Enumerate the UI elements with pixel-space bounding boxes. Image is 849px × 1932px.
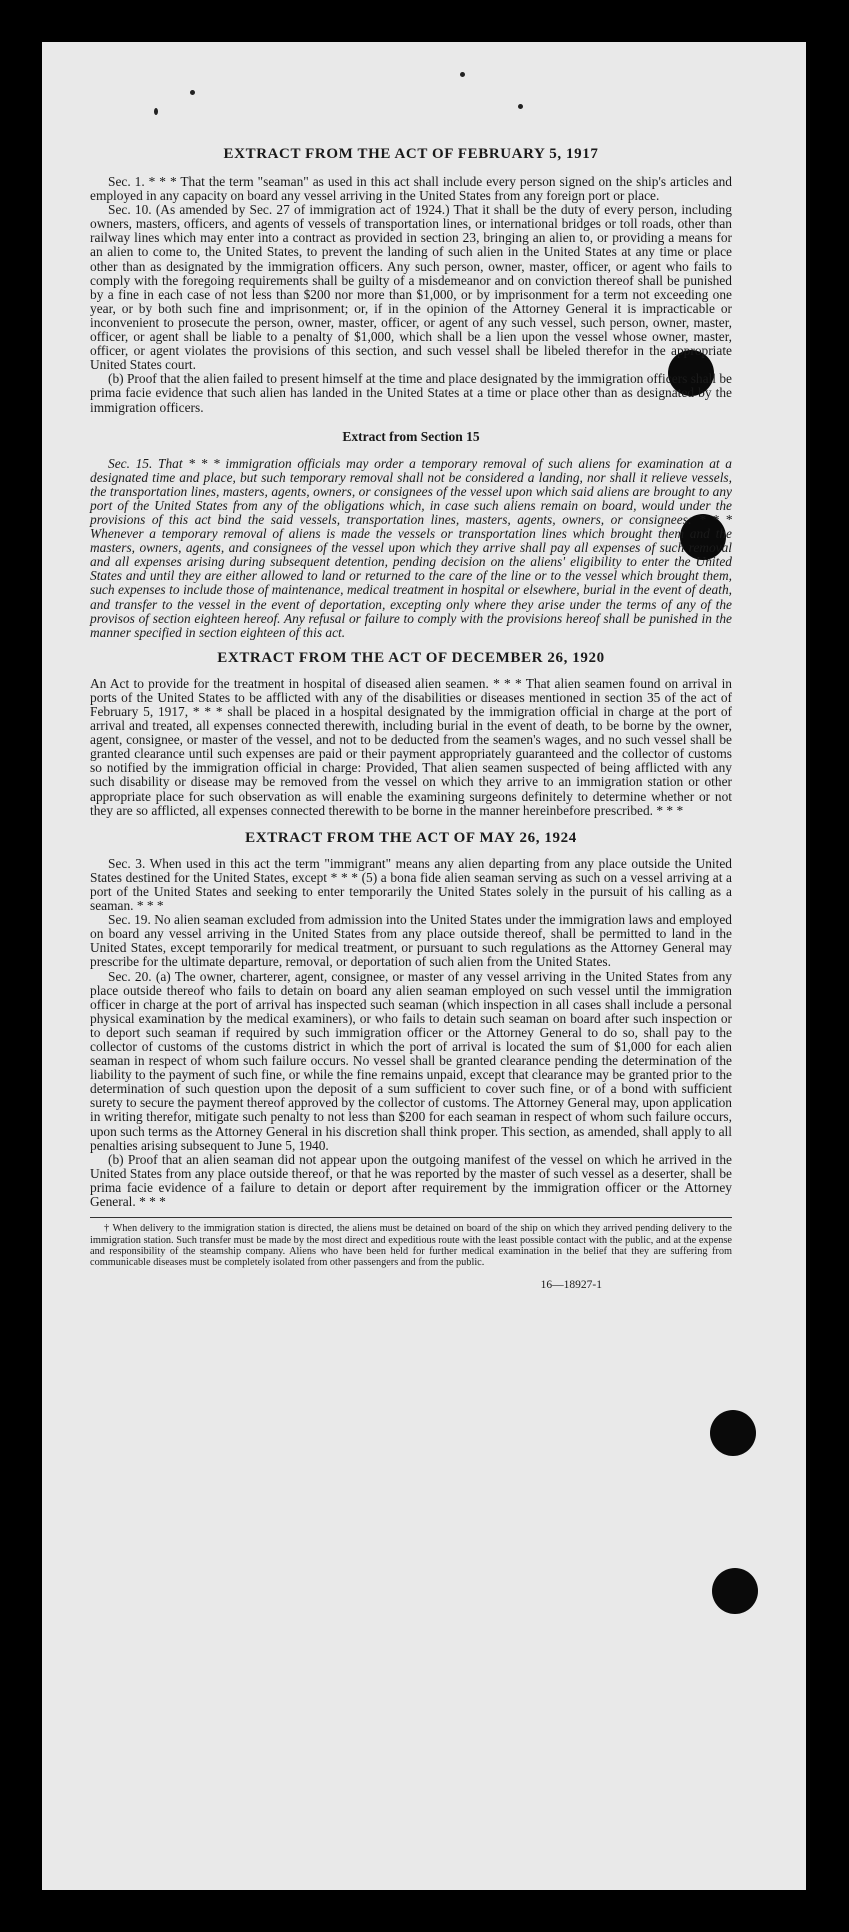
document-body [90, 146, 732, 1291]
footnote-divider [90, 1217, 732, 1218]
paragraph: Sec. 3. When used in this act the term "immigrant" means any alien departing from any place outside the United States destined for the United States, except * * * (5) a bona fide alien seaman serving as such on a vessel arriving at a port of the United States and seeking to enter temporarily the United States solely in the pursuit of his calling as a seaman. * * * [90, 855, 732, 914]
paragraph: (b) Proof that an alien seaman did not appear upon the outgoing manifest of the vessel on which he arrived in the United States from any place outside thereof, or that he was reported by the master of such vessel as a deserter, shall be prima facie evidence of a failure to detain or deport after requirement by the immigration officer or the Attorney General. * * * [90, 1151, 732, 1209]
punch-hole [712, 1568, 758, 1614]
section-heading: EXTRACT FROM THE ACT OF DECEMBER 26, 1920 [217, 649, 605, 666]
footnote: † When delivery to the immigration station is directed, the aliens must be detained on board of the ship on which they arrived pending delivery to the immigration station. Such transfer must be made by the most direct and expeditious route with the least possible contact with the public, and at the expense and responsibility of the steamship company. Aliens who have been held for further medical examination in the belief that they are suffering from communicable diseases must be completely isolated from other passengers and from the public. [90, 1223, 732, 1269]
section-heading: EXTRACT FROM THE ACT OF FEBRUARY 5, 1917 [223, 146, 599, 162]
paragraph: Sec. 20. (a) The owner, charterer, agent, consignee, or master of any vessel arriving in the United States from any place outside thereof who fails to detain on board any alien seaman employed on such vessel until the immigration officer in charge at the port of arrival has inspected such seaman (which inspection in all cases shall include a personal physical examination by the medical examiners), or who fails to detain such seaman on board after such inspection or to deport such seaman if required by such immigration officer or the Attorney General to do so, shall pay to the collector of customs of the customs district in which the port of arrival is located the sum of $1,000 for each alien seaman in respect of whom such failure occurs. No vessel shall be granted clearance pending the determination of the liability to the payment of such fine, or while the fine remains unpaid, except that clearance may be granted prior to the determination of such question upon the deposit of a sum sufficient to cover such fine, or of a bond with sufficient surety to secure the payment thereof approved by the collector of customs. The Attorney General may, upon application in writing therefor, mitigate such penalty to not less than $200 for each seaman in respect of whom such failure occurs, upon such terms as the Attorney General in his discretion shall think proper. This section, as amended, shall apply to all penalties arising subsequent to June 5, 1940. [90, 968, 732, 1153]
scan-speck [154, 108, 158, 115]
paragraph: An Act to provide for the treatment in hospital of diseased alien seamen. * * * That alien seamen found on arrival in ports of the United States to be afflicted with any of the disabilities or diseases mentioned in section 35 of the act of February 5, 1917, * * * shall be placed in a hospital designated by the immigration official in charge at the port of arrival and treated, all expenses connected therewith, including burial in the event of death, to be borne by the owner, agent, consignee, or master of the vessel, and not to be deducted from the seamen's wages, and no such vessel shall be granted clearance until such expenses are paid or their payment appropriately guaranteed and the collector of customs so notified by the immigration official in charge: Provided, That alien seamen suspected of being afflicted with any such disability or disease may be removed from the vessel on which they arrive to an immigration station or other appropriate place for such observation as will enable the examining surgeons definitely to determine whether or not they are so afflicted, all expenses connected therewith to be borne in the manner hereinbefore prescribed. * * * [90, 675, 732, 818]
paragraph: Sec. 15. That * * * immigration officials may order a temporary removal of such aliens for examination at a designated time and place, but such temporary removal shall not be considered a landing, nor shall it relieve vessels, the transportation lines, masters, agents, owners, or consignees of the vessel upon which said aliens are brought to any port of the United States from any of the obligations which, in case such aliens remain on board, would under the provisions of this act bind the said vessels, transportation lines, masters, agents, owners, or consignees: * * * Whenever a temporary removal of aliens is made the vessels or transportation lines which brought them and the masters, owners, agents, and consignees of the vessel upon which they arrive shall pay all expenses of such removal and all expenses arising during subsequent detention, pending decision on the aliens' eligibility to enter the United States and until they are either allowed to land or returned to the care of the line or to the vessel which brought them, such expenses to include those of maintenance, medical treatment in hospital or elsewhere, burial in the event of death, and transfer to the vessel in the event of deportation, excepting only where they arise under the terms of any of the provisos of section eighteen hereof. Any refusal or failure to comply with the provisions hereof shall be punished in the manner specified in section eighteen of this act. [90, 455, 732, 640]
scan-speck [190, 90, 195, 95]
form-code: 16—18927-1 [540, 1278, 602, 1291]
paragraph: (b) Proof that the alien failed to present himself at the time and place designated by the immigration officers shall be prima facie evidence that such alien has landed in the United States at a time or place other than as designated by the immigration officers. [90, 371, 732, 415]
paragraph: Sec. 10. (As amended by Sec. 27 of immigration act of 1924.) That it shall be the duty of every person, including owners, masters, officers, and agents of vessels of transportation lines, or international bridges or toll roads, other than railway lines which may enter into a contract as provided in section 23, bringing an alien to, or providing a means for an alien to come to, the United States, to prevent the landing of such alien in the United States at any time or place other than as designated by the immigration officers. Any such person, owner, master, officer, or agent who fails to comply with the foregoing requirements shall be guilty of a misdemeanor and on conviction thereof shall be punished by a fine in each case of not less than $200 nor more than $1,000, or by imprisonment for a term not exceeding one year, or by both such fine and imprisonment; or, if in the opinion of the Attorney General it is impracticable or inconvenient to prosecute the person, owner, master, officer, or agent of any such vessel, such person, owner, master, officer, or agent shall be liable to a penalty of $1,000, which shall be a lien upon the vessel whose owner, master, officer, or agent violates the provisions of this section, and such vessel shall be libeled therefor in the appropriate United States court. [90, 202, 732, 373]
punch-hole [710, 1410, 756, 1456]
paragraph: Sec. 1. * * * That the term "seaman" as used in this act shall include every person signed on the ship's articles and employed in any capacity on board any vessel arriving in the United States from any foreign port or place. [90, 174, 732, 204]
section-subheading: Extract from Section 15 [342, 428, 480, 444]
section-heading: EXTRACT FROM THE ACT OF MAY 26, 1924 [245, 829, 577, 846]
scan-speck [518, 104, 523, 109]
scan-speck [460, 72, 465, 77]
paragraph: Sec. 19. No alien seaman excluded from admission into the United States under the immigration laws and employed on board any vessel arriving in the United States from any place outside thereof, shall be permitted to land in the United States, except temporarily for medical treatment, or pursuant to such regulations as the Attorney General may prescribe for the ultimate departure, removal, or deportation of such alien from the United States. [90, 912, 732, 970]
